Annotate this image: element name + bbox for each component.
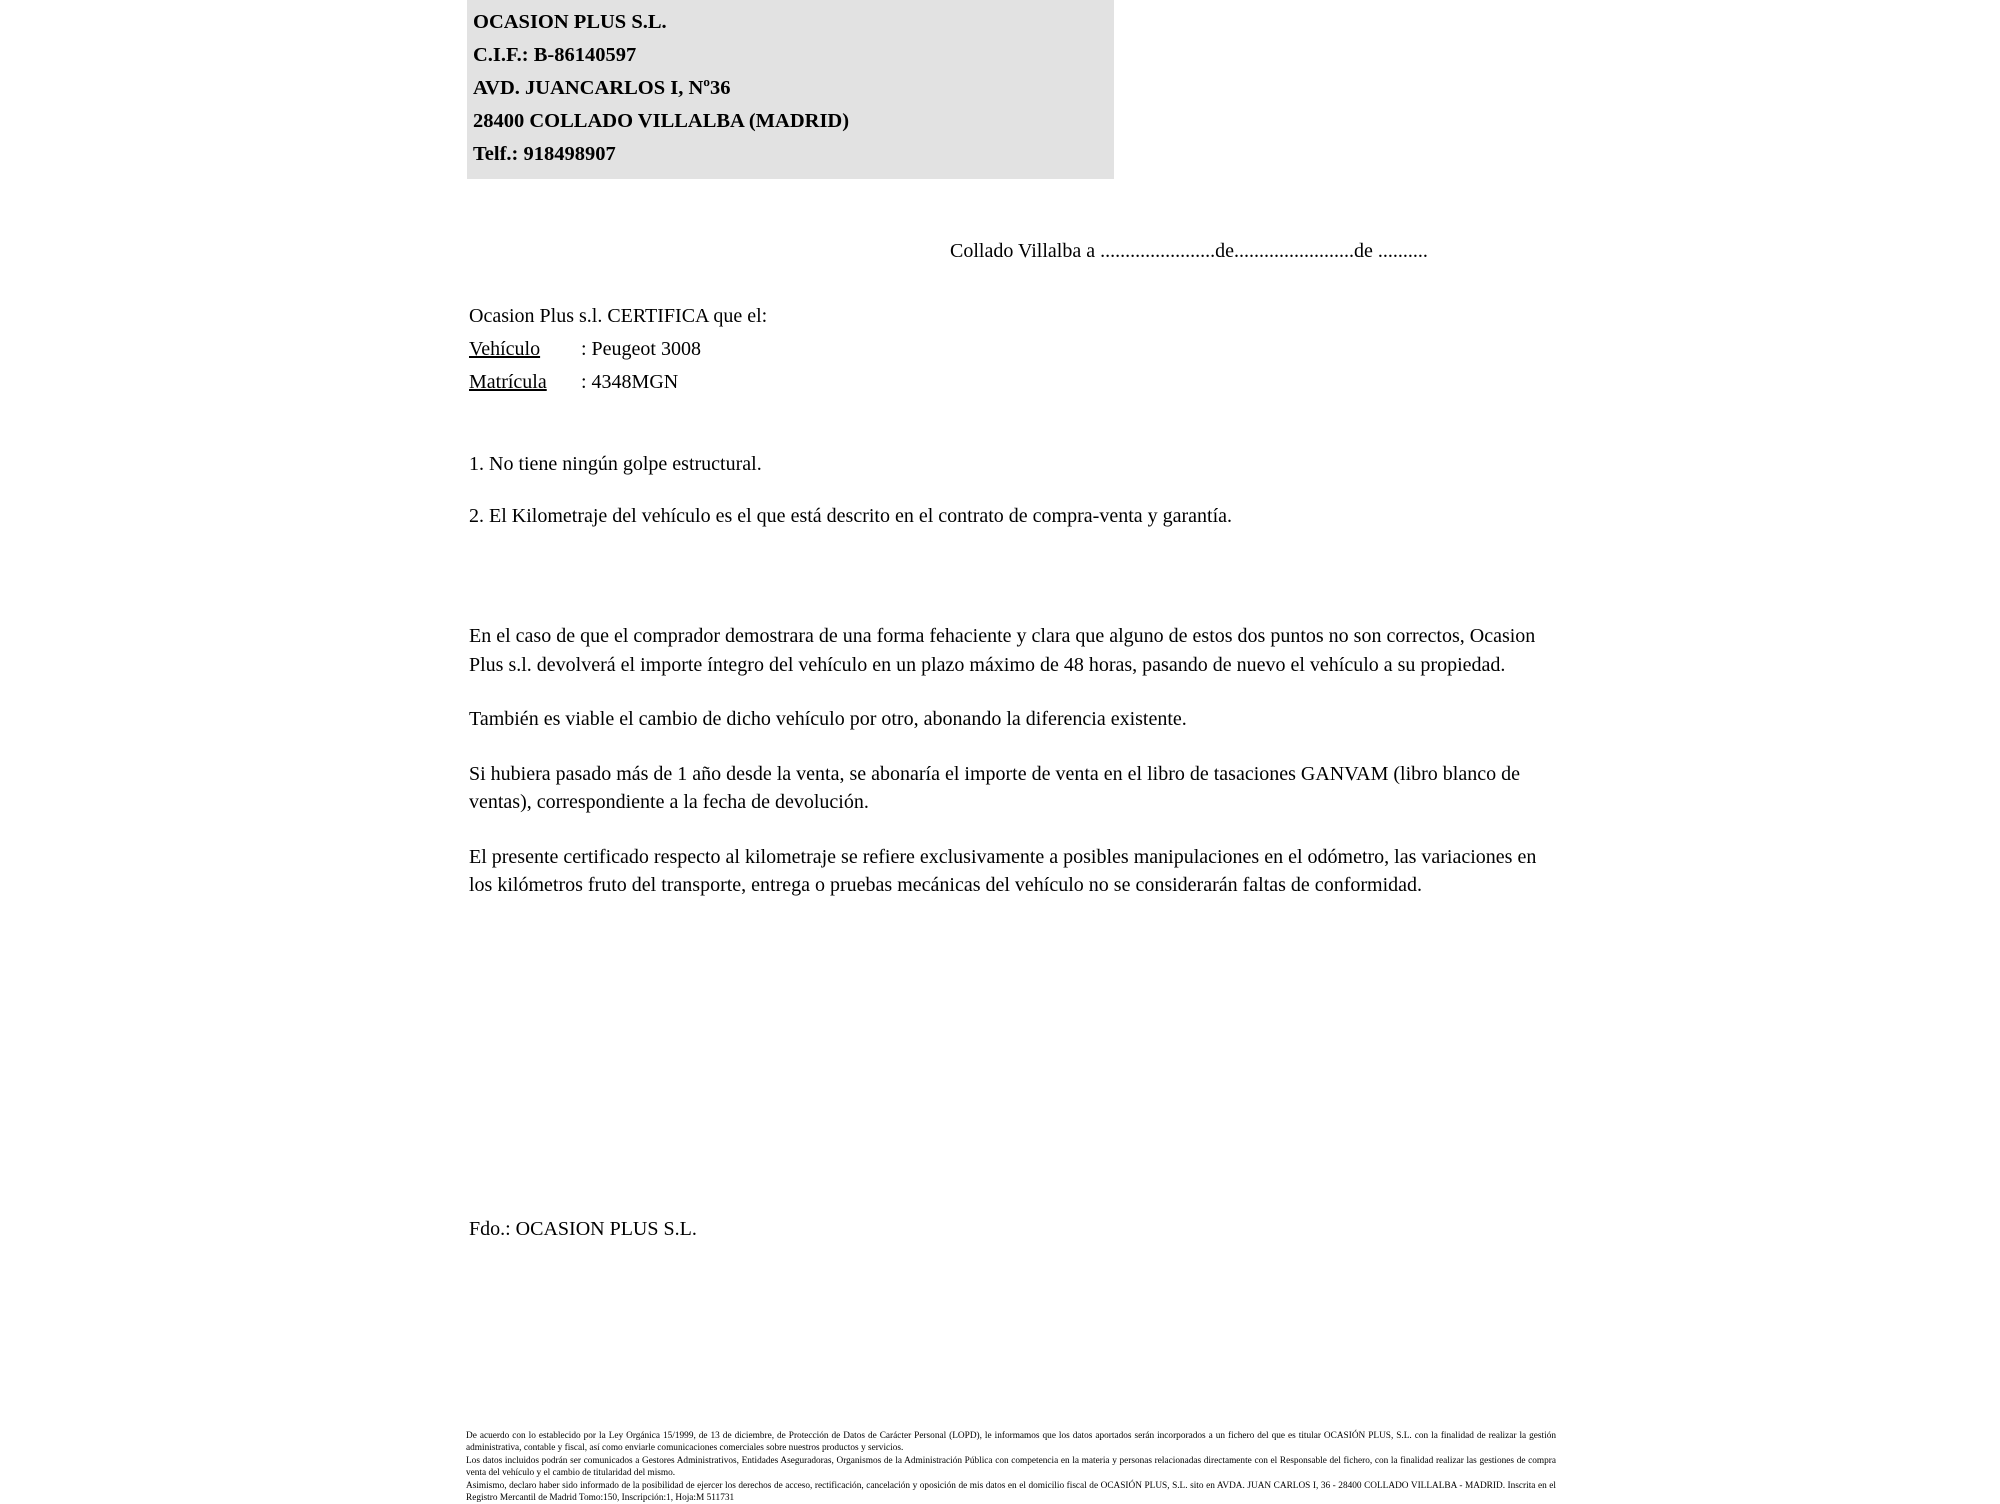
company-cif: C.I.F.: B-86140597 xyxy=(473,44,637,66)
paragraph: Si hubiera pasado más de 1 año desde la venta, se abonaría el importe de venta en el libro de tasaciones GANVAM (libro blanco de ventas), correspondiente a la fecha de devolución. xyxy=(469,762,1520,813)
company-city: 28400 COLLADO VILLALBA (MADRID) xyxy=(473,110,850,132)
certify-intro: Ocasion Plus s.l. CERTIFICA que el: xyxy=(469,305,768,327)
point-item: 2. El Kilometraje del vehículo es el que está descrito en el contrato de compra-venta y garantía. xyxy=(469,505,1233,527)
legal-paragraph: Asimismo, declaro haber sido informado de la posibilidad de ejercer los derechos de acceso, rectificación, cancelación y oposición de mis datos en el domicilio fiscal de OCASIÓN PLUS, S.L. sito en AVDA. JUAN CARLOS I, 36 - 28400 COLLADO VILLALBA - MADRID. Inscrita en el Registro Mercantil de Madrid Tomo:150, Inscripción:1, Hoja:M 511731 xyxy=(466,1480,1556,1504)
certify-block xyxy=(469,300,767,399)
letterhead-block xyxy=(467,0,1114,179)
paragraph: También es viable el cambio de dicho vehículo por otro, abonando la diferencia existente. xyxy=(469,708,1187,730)
vehicle-label: Vehículo xyxy=(469,338,541,360)
plate-value: : 4348MGN xyxy=(581,371,679,393)
company-name: OCASION PLUS S.L. xyxy=(473,11,667,33)
legal-paragraph: De acuerdo con lo establecido por la Ley Orgánica 15/1999, de 13 de diciembre, de Protección de Datos de Carácter Personal (LOPD), le informamos que los datos aportados serán incorporados a un fichero del que es titular OCASIÓN PLUS, S.L. con la finalidad de realizar la gestión administrativa, contable y fiscal, así como enviarle comunicaciones comerciales sobre nuestros productos y servicios. xyxy=(466,1431,1556,1454)
company-address: AVD. JUANCARLOS I, Nº36 xyxy=(473,77,731,99)
points-block xyxy=(469,452,1232,556)
vehicle-value: : Peugeot 3008 xyxy=(581,338,701,360)
paragraph: En el caso de que el comprador demostrara de una forma fehaciente y clara que alguno de estos dos puntos no son correctos, Ocasion Plus s.l. devolverá el importe íntegro del vehículo en un plazo máximo de 48 horas, pasando de nuevo el vehículo a su propiedad. xyxy=(469,625,1536,676)
paragraph: El presente certificado respecto al kilometraje se refiere exclusivamente a posibles manipulaciones en el odómetro, las variaciones en los kilómetros fruto del transporte, entrega o pruebas mecánicas del vehículo no se considerarán faltas de conformidad. xyxy=(469,845,1537,896)
company-phone: Telf.: 918498907 xyxy=(473,143,616,165)
plate-row xyxy=(469,366,767,399)
legal-footer xyxy=(466,1430,1556,1504)
signature-line: Fdo.: OCASION PLUS S.L. xyxy=(469,1218,697,1240)
legal-paragraph: Los datos incluidos podrán ser comunicados a Gestores Administrativos, Entidades Aseguradoras, Organismos de la Administración Pública con competencia en la materia y personas relacionadas directamente con el Responsable del fichero, con la finalidad realizar las gestiones de compra venta del vehículo y el cambio de titularidad del mismo. xyxy=(466,1455,1556,1479)
plate-label: Matrícula xyxy=(469,371,547,393)
body-text-block xyxy=(469,622,1539,926)
vehicle-row xyxy=(469,333,767,366)
date-line: Collado Villalba a .......................de........................de .......... xyxy=(950,240,1428,262)
point-item: 1. No tiene ningún golpe estructural. xyxy=(469,453,762,475)
